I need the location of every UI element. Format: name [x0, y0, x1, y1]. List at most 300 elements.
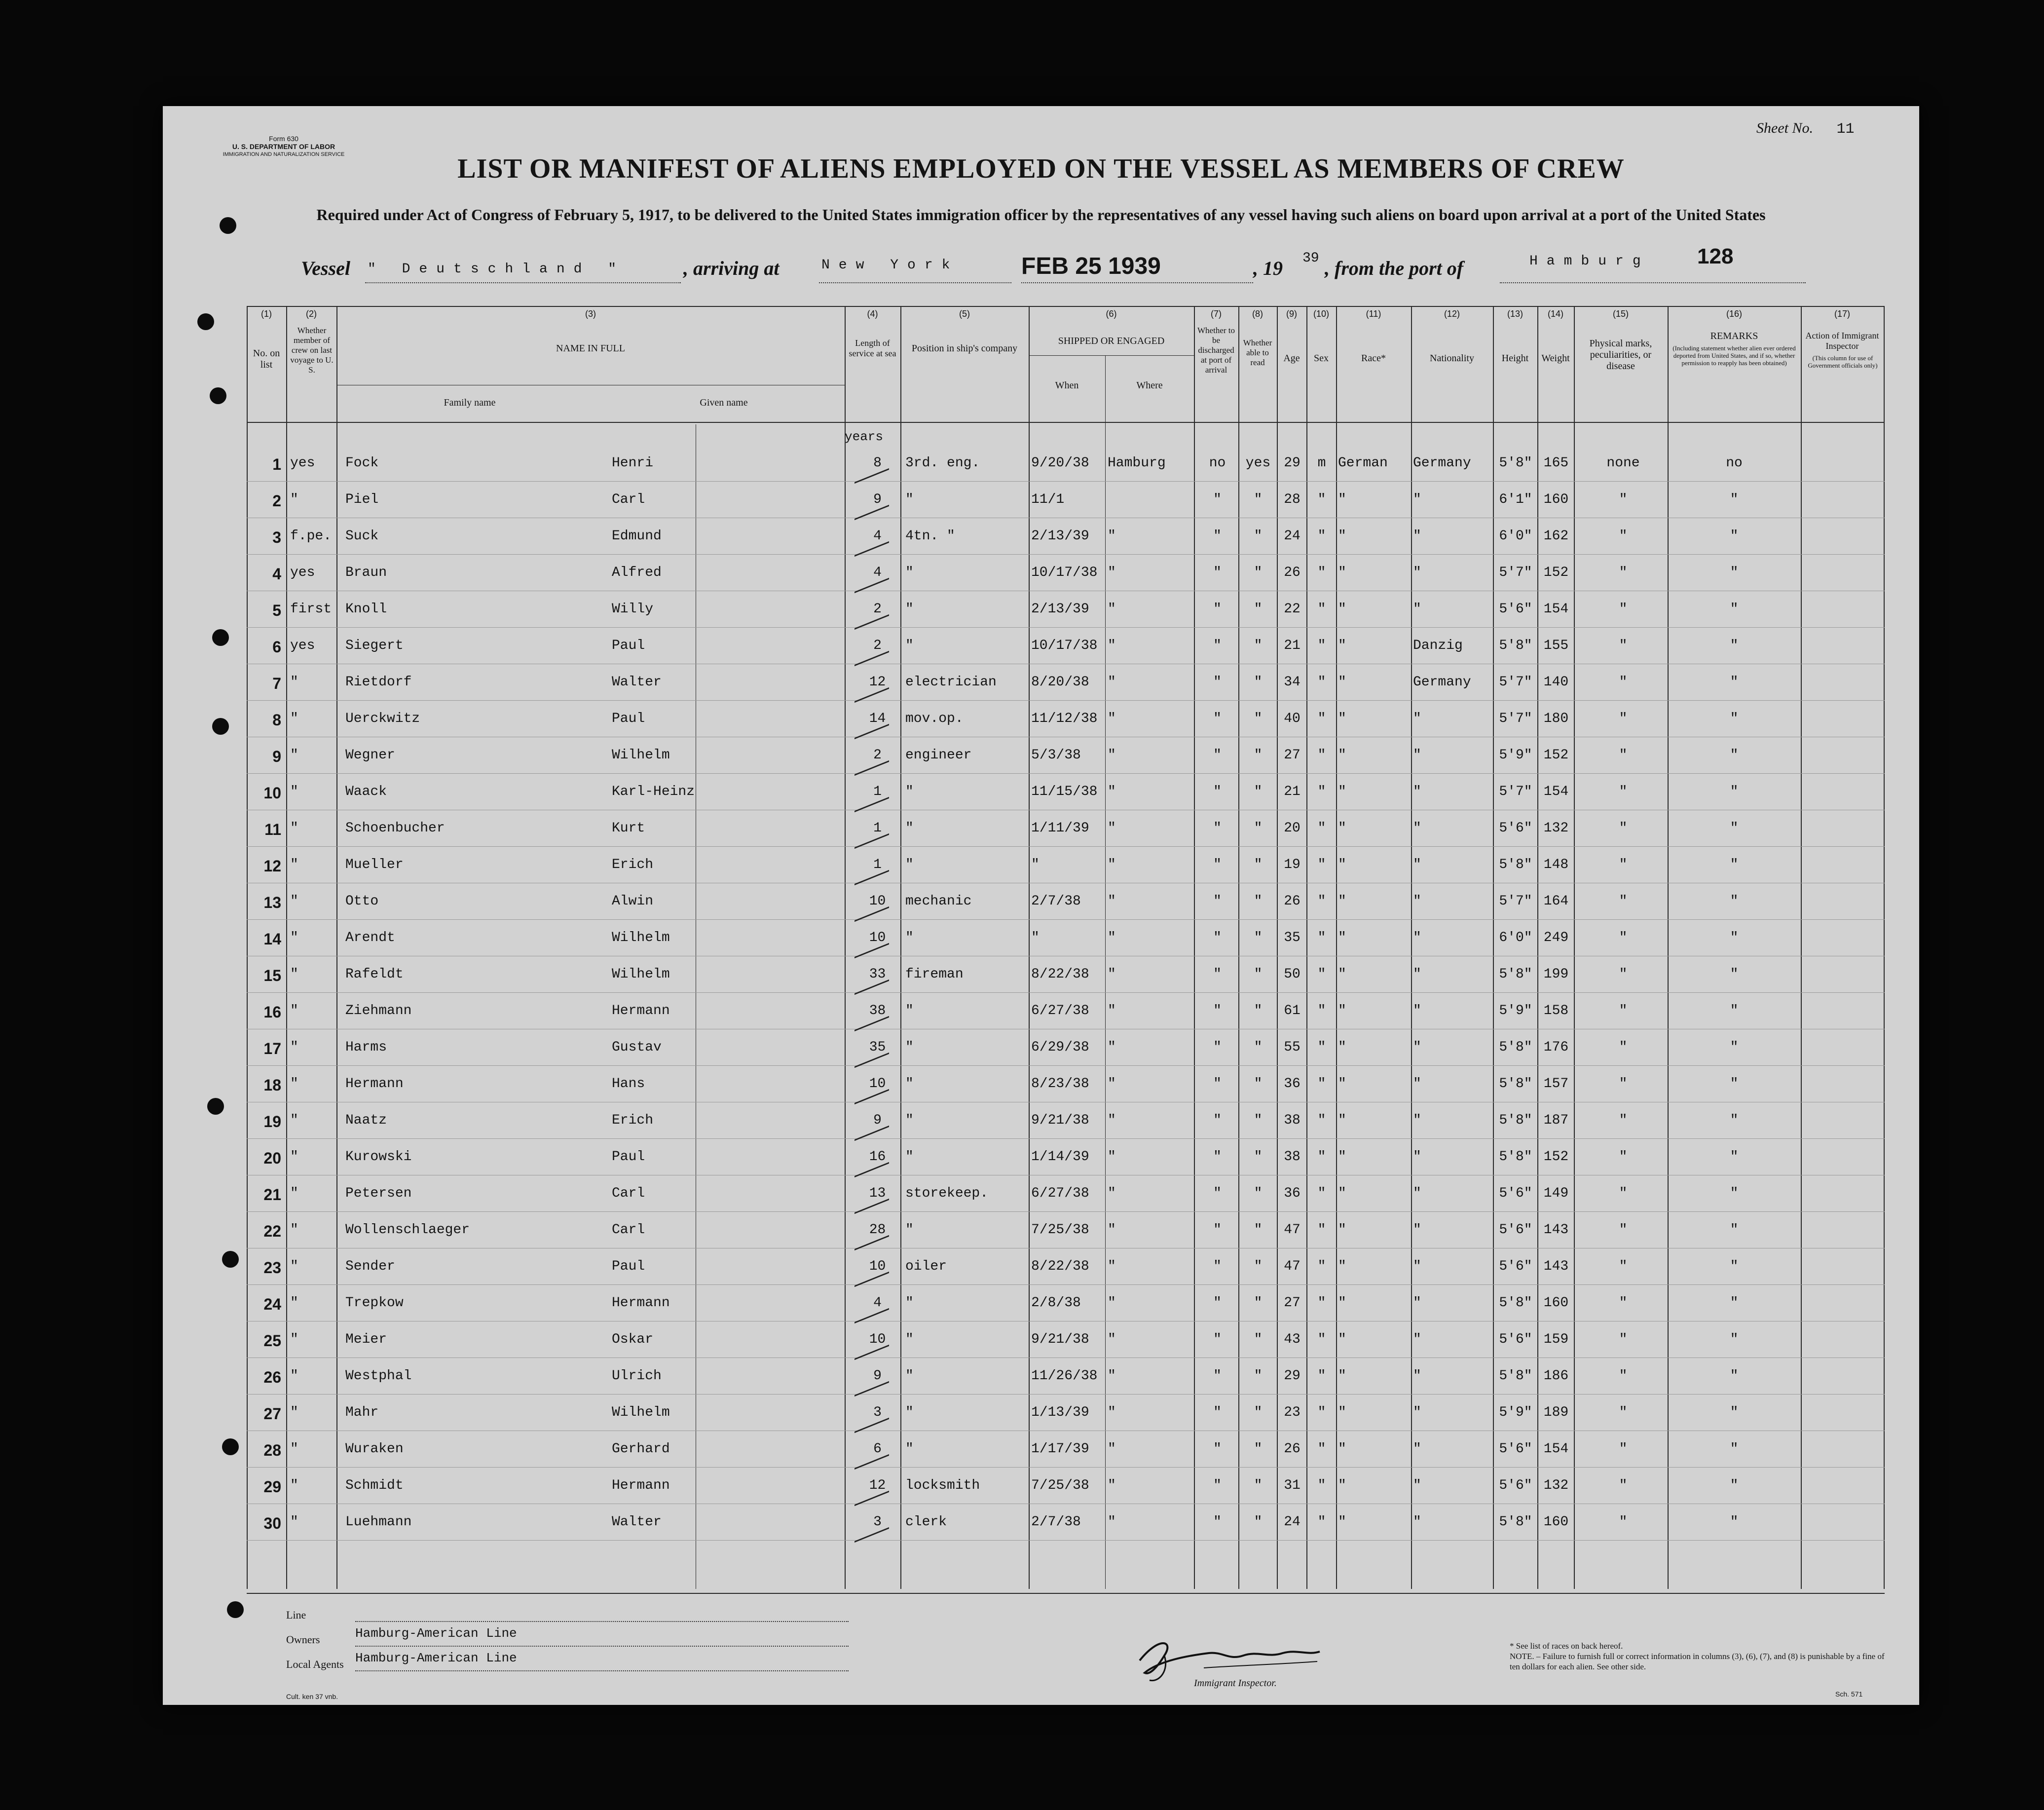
cell-given: Ulrich	[612, 1368, 662, 1384]
cell-where: Hamburg	[1108, 455, 1166, 471]
cell-marks: "	[1619, 1076, 1628, 1092]
table-row	[247, 921, 1885, 958]
cell-discharge: "	[1213, 894, 1222, 909]
cell-position: electrician	[905, 675, 997, 690]
cell-marks: "	[1619, 492, 1628, 507]
binder-hole	[220, 217, 236, 234]
year-label: , 19	[1253, 257, 1283, 279]
cell-age: 31	[1284, 1478, 1301, 1493]
cell-sex: m	[1317, 455, 1326, 471]
cell-when: 11/1	[1031, 492, 1065, 507]
cell-last: yes	[290, 565, 315, 580]
binder-hole	[197, 313, 214, 330]
cell-position: "	[905, 821, 914, 836]
cell-family: Schoenbucher	[345, 821, 445, 836]
cell-sex: "	[1317, 492, 1326, 507]
cell-when: 1/17/39	[1031, 1441, 1089, 1457]
cell-marks: "	[1619, 711, 1628, 726]
cell-last: "	[290, 967, 298, 982]
cell-service: 10	[869, 1259, 886, 1274]
cell-when: 5/3/38	[1031, 748, 1081, 763]
line-label: Line	[286, 1609, 306, 1621]
cell-age: 22	[1284, 602, 1301, 617]
cell-remarks: "	[1730, 638, 1739, 653]
cell-height: 5'7"	[1499, 784, 1532, 799]
cell-family: Trepkow	[345, 1295, 404, 1311]
cell-n: 30	[263, 1514, 281, 1532]
cell-given: Alfred	[612, 565, 662, 580]
cell-height: 5'7"	[1499, 894, 1532, 909]
cell-family: Petersen	[345, 1186, 412, 1201]
cell-given: Erich	[612, 1113, 654, 1128]
cell-nationality: "	[1413, 1113, 1421, 1128]
cell-n: 1	[272, 455, 281, 473]
cell-discharge: "	[1213, 1040, 1222, 1055]
cell-position: "	[905, 1003, 914, 1018]
cell-marks: "	[1619, 784, 1628, 799]
cell-service: 1	[873, 857, 882, 872]
cell-race: "	[1338, 1259, 1346, 1274]
cell-remarks: "	[1730, 857, 1739, 872]
header-family-name: Family name	[444, 397, 496, 408]
cell-service: 9	[873, 492, 882, 507]
cell-read: "	[1254, 894, 1263, 909]
cell-age: 43	[1284, 1332, 1301, 1347]
cell-service: 35	[869, 1040, 886, 1055]
years-unit-label: years	[845, 429, 884, 444]
cell-sex: "	[1317, 857, 1326, 872]
cell-where: "	[1108, 1295, 1116, 1311]
cell-given: Kurt	[612, 821, 645, 836]
cell-marks: "	[1619, 930, 1628, 945]
sheet-number	[1756, 120, 1855, 138]
cell-last: first	[290, 602, 332, 617]
cell-weight: 180	[1543, 711, 1569, 726]
table-row	[247, 812, 1885, 848]
cell-family: Sender	[345, 1259, 395, 1274]
cell-marks: "	[1619, 1222, 1628, 1238]
race-note: * See list of races on back hereof.	[1510, 1641, 1623, 1651]
cell-position: "	[905, 492, 914, 507]
cell-weight: 186	[1543, 1368, 1569, 1384]
cell-where: "	[1108, 528, 1116, 544]
cell-race: "	[1338, 638, 1346, 653]
header-no-on-list: No. on list	[253, 348, 280, 370]
cell-service: 6	[873, 1441, 882, 1457]
cell-last: "	[290, 1514, 298, 1530]
cell-read: "	[1254, 930, 1263, 945]
cell-race: "	[1338, 857, 1346, 872]
cell-position: "	[905, 1405, 914, 1420]
cell-nationality: Germany	[1413, 675, 1471, 690]
cell-when: 1/11/39	[1031, 821, 1089, 836]
cell-race: "	[1338, 1040, 1346, 1055]
manifest-sheet	[163, 106, 1919, 1705]
cell-sex: "	[1317, 675, 1326, 690]
arrival-date-stamp: FEB 25 1939	[1021, 253, 1161, 279]
cell-family: Schmidt	[345, 1478, 404, 1493]
cell-nationality: "	[1413, 1076, 1421, 1092]
cell-marks: "	[1619, 857, 1628, 872]
cell-position: engineer	[905, 748, 972, 763]
cell-height: 5'6"	[1499, 1332, 1532, 1347]
cell-sex: "	[1317, 930, 1326, 945]
header-where: Where	[1136, 380, 1163, 391]
cell-where: "	[1108, 748, 1116, 763]
cell-given: Hermann	[612, 1295, 670, 1311]
cell-height: 5'8"	[1499, 1040, 1532, 1055]
cell-weight: 132	[1543, 1478, 1569, 1493]
fine-note: NOTE. – Failure to furnish full or correct information in columns (3), (6), (7), and (8) is punishable by a fine of ten dollars for each alien. See other side.	[1510, 1652, 1885, 1671]
cell-when: 6/27/38	[1031, 1186, 1089, 1201]
cell-height: 5'7"	[1499, 565, 1532, 580]
cell-read: "	[1254, 528, 1263, 544]
cell-marks: "	[1619, 1478, 1628, 1493]
table-row	[247, 1067, 1885, 1104]
table-row	[247, 1031, 1885, 1067]
cell-sex: "	[1317, 528, 1326, 544]
cell-marks: "	[1619, 675, 1628, 690]
cell-last: "	[290, 930, 298, 945]
cell-discharge: "	[1213, 565, 1222, 580]
cell-given: Edmund	[612, 528, 662, 544]
cell-read: "	[1254, 1295, 1263, 1311]
cell-remarks: "	[1730, 1149, 1739, 1165]
cell-weight: 249	[1543, 930, 1569, 945]
cell-nationality: "	[1413, 930, 1421, 945]
department-name: U. S. DEPARTMENT OF LABOR	[232, 143, 335, 151]
cell-height: 5'8"	[1499, 1514, 1532, 1530]
footer-note	[1510, 1641, 1885, 1672]
cell-weight: 143	[1543, 1222, 1569, 1238]
cell-marks: "	[1619, 1405, 1628, 1420]
cell-n: 6	[272, 638, 281, 656]
cell-age: 36	[1284, 1076, 1301, 1092]
cell-nationality: Danzig	[1413, 638, 1463, 653]
header-weight: Weight	[1541, 353, 1570, 364]
cell-sex: "	[1317, 1368, 1326, 1384]
cell-remarks: "	[1730, 1368, 1739, 1384]
sheet-number-label: Sheet No.	[1756, 120, 1813, 136]
binder-hole	[222, 1438, 239, 1455]
cell-marks: "	[1619, 1149, 1628, 1165]
cell-service: 10	[869, 1076, 886, 1092]
cell-when: "	[1031, 857, 1040, 872]
cell-read: "	[1254, 1040, 1263, 1055]
cell-height: 5'9"	[1499, 1003, 1532, 1018]
cell-given: Wilhelm	[612, 967, 670, 982]
column-number: (5)	[959, 309, 970, 319]
cell-family: Luehmann	[345, 1514, 412, 1530]
cell-service: 38	[869, 1003, 886, 1018]
cell-where: "	[1108, 821, 1116, 836]
cell-nationality: "	[1413, 602, 1421, 617]
cell-age: 24	[1284, 528, 1301, 544]
cell-discharge: no	[1209, 455, 1226, 471]
cell-where: "	[1108, 602, 1116, 617]
table-row	[247, 629, 1885, 666]
cell-last: yes	[290, 455, 315, 471]
cell-race: "	[1338, 565, 1346, 580]
cell-nationality: "	[1413, 492, 1421, 507]
cell-marks: "	[1619, 894, 1628, 909]
cell-position: "	[905, 1040, 914, 1055]
cell-when: 2/7/38	[1031, 894, 1081, 909]
cell-remarks: "	[1730, 1478, 1739, 1493]
from-port-value: Hamburg	[1529, 254, 1650, 269]
cell-n: 7	[272, 675, 281, 692]
cell-marks: "	[1619, 748, 1628, 763]
binder-hole	[212, 629, 229, 646]
cell-given: Paul	[612, 1149, 645, 1165]
cell-discharge: "	[1213, 638, 1222, 653]
cell-read: "	[1254, 711, 1263, 726]
cell-service: 1	[873, 784, 882, 799]
page-reference-number: 128	[1697, 244, 1734, 268]
cell-marks: "	[1619, 528, 1628, 544]
cell-age: 38	[1284, 1113, 1301, 1128]
cell-race: "	[1338, 675, 1346, 690]
cell-last: "	[290, 1040, 298, 1055]
cell-age: 55	[1284, 1040, 1301, 1055]
cell-nationality: "	[1413, 748, 1421, 763]
cell-race: "	[1338, 1186, 1346, 1201]
cell-given: Erich	[612, 857, 654, 872]
cell-age: 21	[1284, 638, 1301, 653]
cell-weight: 158	[1543, 1003, 1569, 1018]
cell-weight: 157	[1543, 1076, 1569, 1092]
cell-last: "	[290, 1222, 298, 1238]
cell-position: "	[905, 1113, 914, 1128]
cell-n: 15	[263, 967, 281, 984]
table-row	[247, 556, 1885, 593]
cell-given: Carl	[612, 1222, 645, 1238]
cell-remarks: "	[1730, 894, 1739, 909]
cell-remarks: "	[1730, 1332, 1739, 1347]
cell-position: "	[905, 1295, 914, 1311]
cell-weight: 154	[1543, 1441, 1569, 1457]
owners-value: Hamburg-American Line	[355, 1626, 517, 1641]
cell-when: 9/21/38	[1031, 1113, 1089, 1128]
cell-n: 14	[263, 930, 281, 948]
cell-remarks: "	[1730, 675, 1739, 690]
cell-family: Wollenschlaeger	[345, 1222, 470, 1238]
cell-height: 5'7"	[1499, 711, 1532, 726]
cell-service: 10	[869, 1332, 886, 1347]
cell-where: "	[1108, 711, 1116, 726]
cell-when: 8/23/38	[1031, 1076, 1089, 1092]
cell-family: Kurowski	[345, 1149, 412, 1165]
cell-service: 28	[869, 1222, 886, 1238]
cell-remarks: "	[1730, 1040, 1739, 1055]
cell-family: Uerckwitz	[345, 711, 420, 726]
cell-discharge: "	[1213, 748, 1222, 763]
table-row	[247, 1250, 1885, 1286]
column-number: (6)	[1106, 309, 1117, 319]
cell-weight: 187	[1543, 1113, 1569, 1128]
cell-discharge: "	[1213, 1076, 1222, 1092]
cell-family: Ziehmann	[345, 1003, 412, 1018]
cell-race: "	[1338, 1149, 1346, 1165]
cell-last: "	[290, 1259, 298, 1274]
cell-service: 16	[869, 1149, 886, 1165]
cell-position: "	[905, 1368, 914, 1384]
cell-age: 20	[1284, 821, 1301, 836]
cell-discharge: "	[1213, 1368, 1222, 1384]
cell-n: 12	[263, 857, 281, 875]
cell-family: Meier	[345, 1332, 387, 1347]
cell-position: "	[905, 930, 914, 945]
cell-family: Mahr	[345, 1405, 379, 1420]
header-remarks: REMARKS	[1710, 331, 1758, 341]
cell-read: "	[1254, 1368, 1263, 1384]
cell-where: "	[1108, 1040, 1116, 1055]
cell-family: Waack	[345, 784, 387, 799]
cell-marks: "	[1619, 1368, 1628, 1384]
cell-position: "	[905, 1076, 914, 1092]
cell-last: "	[290, 1478, 298, 1493]
cell-weight: 162	[1543, 528, 1569, 544]
cell-family: Fock	[345, 455, 379, 471]
cell-weight: 154	[1543, 784, 1569, 799]
cell-sex: "	[1317, 1149, 1326, 1165]
cell-service: 8	[873, 455, 882, 471]
cell-position: "	[905, 1441, 914, 1457]
cell-position: fireman	[905, 967, 964, 982]
cell-given: Hermann	[612, 1478, 670, 1493]
table-row	[247, 666, 1885, 702]
cell-nationality: "	[1413, 784, 1421, 799]
header-shipped-engaged: SHIPPED OR ENGAGED	[1058, 336, 1165, 346]
cell-weight: 199	[1543, 967, 1569, 982]
table-row	[247, 593, 1885, 629]
cell-n: 16	[263, 1003, 281, 1021]
cell-age: 47	[1284, 1259, 1301, 1274]
cell-position: 4tn. "	[905, 528, 955, 544]
cell-n: 8	[272, 711, 281, 729]
cell-service: 2	[873, 602, 882, 617]
column-number: (12)	[1444, 309, 1460, 319]
binder-hole	[210, 387, 226, 404]
print-code-left: Cult. ken 37 vnb.	[286, 1693, 338, 1700]
cell-when: 9/20/38	[1031, 455, 1089, 471]
column-number: (14)	[1547, 309, 1563, 319]
cell-age: 40	[1284, 711, 1301, 726]
cell-nationality: "	[1413, 1259, 1421, 1274]
cell-service: 9	[873, 1368, 882, 1384]
cell-position: clerk	[905, 1514, 947, 1530]
cell-n: 25	[263, 1332, 281, 1350]
cell-given: Henri	[612, 455, 654, 471]
cell-read: "	[1254, 1076, 1263, 1092]
cell-read: "	[1254, 1441, 1263, 1457]
cell-when: "	[1031, 930, 1040, 945]
sheet-number-value: 11	[1836, 121, 1855, 138]
local-agents-label: Local Agents	[286, 1658, 344, 1670]
cell-when: 7/25/38	[1031, 1222, 1089, 1238]
cell-remarks: "	[1730, 748, 1739, 763]
cell-discharge: "	[1213, 1514, 1222, 1530]
cell-given: Alwin	[612, 894, 654, 909]
cell-discharge: "	[1213, 675, 1222, 690]
cell-service: 1	[873, 821, 882, 836]
cell-when: 1/14/39	[1031, 1149, 1089, 1165]
cell-position: "	[905, 1332, 914, 1347]
cell-last: yes	[290, 638, 315, 653]
cell-sex: "	[1317, 1514, 1326, 1530]
cell-given: Paul	[612, 638, 645, 653]
header-nationality: Nationality	[1430, 353, 1474, 364]
cell-nationality: "	[1413, 1441, 1421, 1457]
cell-given: Walter	[612, 1514, 662, 1530]
cell-service: 12	[869, 675, 886, 690]
cell-height: 5'8"	[1499, 638, 1532, 653]
cell-discharge: "	[1213, 1478, 1222, 1493]
column-number: (3)	[585, 309, 596, 319]
cell-read: "	[1254, 675, 1263, 690]
cell-where: "	[1108, 565, 1116, 580]
cell-read: "	[1254, 1003, 1263, 1018]
cell-n: 26	[263, 1368, 281, 1386]
cell-remarks: "	[1730, 565, 1739, 580]
cell-last: "	[290, 1149, 298, 1165]
cell-last: "	[290, 492, 298, 507]
cell-discharge: "	[1213, 930, 1222, 945]
cell-read: "	[1254, 602, 1263, 617]
cell-weight: 189	[1543, 1405, 1569, 1420]
cell-n: 27	[263, 1405, 281, 1423]
table-row	[247, 483, 1885, 520]
cell-position: "	[905, 1149, 914, 1165]
cell-nationality: "	[1413, 1478, 1421, 1493]
cell-age: 34	[1284, 675, 1301, 690]
cell-height: 5'8"	[1499, 1149, 1532, 1165]
table-row	[247, 1286, 1885, 1323]
cell-last: "	[290, 1441, 298, 1457]
cell-last: "	[290, 1076, 298, 1092]
cell-race: "	[1338, 1003, 1346, 1018]
cell-discharge: "	[1213, 492, 1222, 507]
cell-discharge: "	[1213, 1259, 1222, 1274]
cell-discharge: "	[1213, 1332, 1222, 1347]
cell-age: 29	[1284, 455, 1301, 471]
cell-read: "	[1254, 1149, 1263, 1165]
cell-family: Arendt	[345, 930, 395, 945]
cell-family: Naatz	[345, 1113, 387, 1128]
cell-when: 8/20/38	[1031, 675, 1089, 690]
cell-where: "	[1108, 930, 1116, 945]
cell-remarks: "	[1730, 711, 1739, 726]
cell-given: Gerhard	[612, 1441, 670, 1457]
cell-n: 11	[264, 821, 281, 838]
cell-weight: 176	[1543, 1040, 1569, 1055]
cell-height: 5'8"	[1499, 1113, 1532, 1128]
cell-marks: "	[1619, 1514, 1628, 1530]
cell-position: "	[905, 565, 914, 580]
cell-height: 5'8"	[1499, 857, 1532, 872]
cell-race: "	[1338, 1332, 1346, 1347]
cell-remarks: "	[1730, 1259, 1739, 1274]
cell-position: "	[905, 1222, 914, 1238]
cell-family: Knoll	[345, 602, 387, 617]
cell-marks: "	[1619, 1113, 1628, 1128]
cell-marks: "	[1619, 1186, 1628, 1201]
cell-age: 61	[1284, 1003, 1301, 1018]
binder-hole	[222, 1251, 239, 1268]
cell-race: "	[1338, 1405, 1346, 1420]
cell-marks: "	[1619, 1003, 1628, 1018]
cell-last: "	[290, 1405, 298, 1420]
